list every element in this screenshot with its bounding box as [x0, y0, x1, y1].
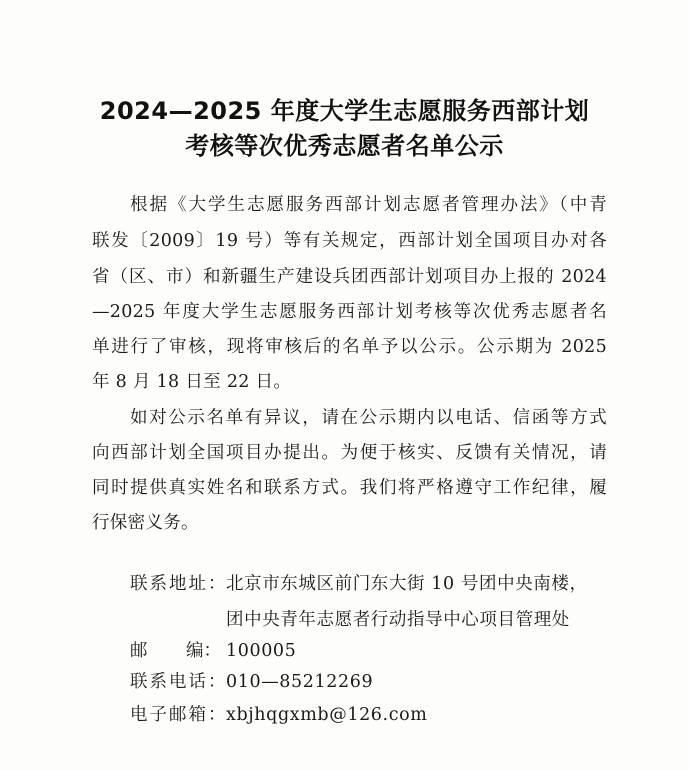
paragraph-1-line-2: 联发〔2009〕19 号）等有关规定，西部计划全国项目办对各 [92, 231, 607, 251]
paragraph-1-line-6: 年 8 月 18 日至 22 日。 [92, 372, 292, 392]
paragraph-1-line-4: —2025 年度大学生志愿服务西部计划考核等次优秀志愿者名 [92, 302, 607, 322]
paragraph-2-line-4: 行保密义务。 [92, 513, 199, 533]
paragraph-1-line-1: 根据《大学生志愿服务西部计划志愿者管理办法》（中青 [130, 195, 607, 215]
postal-label-first-char: 邮 [130, 641, 148, 661]
document-title-line-2: 考核等次优秀志愿者名单公示 [185, 132, 504, 160]
address-line-1: 北京市东城区前门东大街 10 号团中央南楼， [226, 574, 588, 594]
email-label: 电子邮箱： [130, 705, 228, 725]
postal-label-rest: 编： [186, 641, 221, 661]
email-value: xbjhqgxmb@126.com [226, 705, 428, 725]
paragraph-1-line-5: 单进行了审核，现将审核后的名单予以公示。公示期为 2025 [92, 337, 607, 357]
paragraph-2-line-2: 向西部计划全国项目办提出。为便于核实、反馈有关情况，请 [92, 443, 607, 463]
paragraph-2-line-1: 如对公示名单有异议，请在公示期内以电话、信函等方式 [130, 408, 607, 428]
phone-value: 010—85212269 [226, 672, 374, 692]
paragraph-2-line-3: 同时提供真实姓名和联系方式。我们将严格遵守工作纪律，履 [92, 478, 607, 498]
document-title-line-1: 2024—2025 年度大学生志愿服务西部计划 [99, 97, 590, 125]
paragraph-1-line-3: 省（区、市）和新疆生产建设兵团西部计划项目办上报的 2024 [92, 267, 607, 287]
address-line-2: 团中央青年志愿者行动指导中心项目管理处 [226, 610, 570, 630]
postal-code-value: 100005 [226, 641, 297, 661]
address-label: 联系地址： [130, 574, 228, 594]
phone-label: 联系电话： [130, 672, 228, 692]
